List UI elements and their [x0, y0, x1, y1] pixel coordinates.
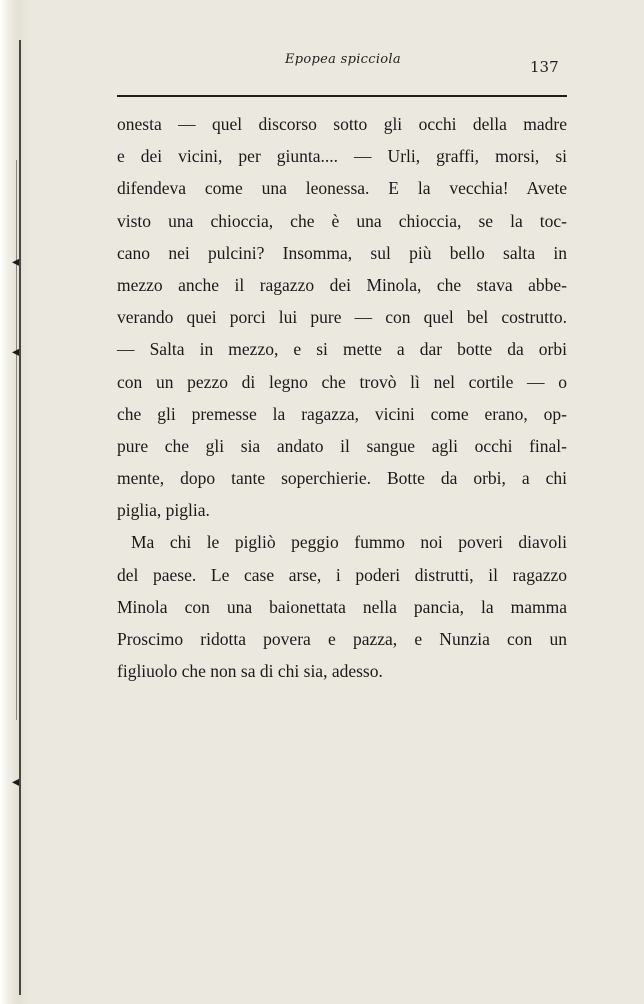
binding-notch-icon: ◂	[12, 774, 20, 790]
text-line: figliuolo che non sa di chi sia, adesso.	[117, 661, 383, 682]
text-line: con un pezzo di legno che trovò lì nel cortile — o	[117, 371, 567, 392]
text-line: piglia, piglia.	[117, 500, 210, 521]
paragraph-1	[117, 108, 567, 526]
text-line: difendeva come una leonessa. E la vecchia! Avete	[117, 178, 567, 199]
body-text	[117, 108, 567, 687]
text-line: pure che gli sia andato il sangue agli occhi final-	[117, 435, 567, 456]
text-line: cano nei pulcini? Insomma, sul più bello salta in	[117, 242, 567, 263]
running-head	[0, 52, 644, 76]
text-line: e dei vicini, per giunta.... — Urli, graffi, morsi, si	[117, 146, 567, 167]
page-binding-edge	[0, 0, 30, 1004]
binding-notch-icon: ◂	[12, 344, 20, 360]
text-line: Proscimo ridotta povera e pazza, e Nunzia con un	[117, 629, 567, 649]
text-line: — Salta in mezzo, e si mette a dar botte da orbi	[117, 339, 567, 360]
text-line: Ma chi le pigliò peggio fummo noi poveri diavoli	[131, 532, 567, 553]
binding-shadow-line	[19, 40, 21, 995]
text-line: verando quei porci lui pure — con quel bel costrutto.	[117, 307, 567, 328]
paragraph-2	[117, 526, 567, 687]
text-line: visto una chioccia, che è una chioccia, se la toc-	[117, 210, 567, 231]
text-line: Minola con una baionettata nella pancia, la mamma	[117, 596, 567, 617]
binding-notch-icon: ◂	[12, 254, 20, 270]
text-line: onesta — quel discorso sotto gli occhi della madre	[117, 114, 567, 134]
binding-shadow-line	[16, 160, 17, 720]
text-line: del paese. Le case arse, i poderi distrutti, il ragazzo	[117, 564, 567, 585]
header-rule	[117, 95, 567, 97]
text-line: mezzo anche il ragazzo dei Minola, che stava abbe-	[117, 274, 567, 295]
text-line: mente, dopo tante soperchierie. Botte da orbi, a chi	[117, 468, 567, 489]
running-title: Epopea spicciola	[285, 52, 401, 67]
page-number: 137	[530, 58, 559, 76]
text-line: che gli premesse la ragazza, vicini come erano, op-	[117, 403, 567, 424]
